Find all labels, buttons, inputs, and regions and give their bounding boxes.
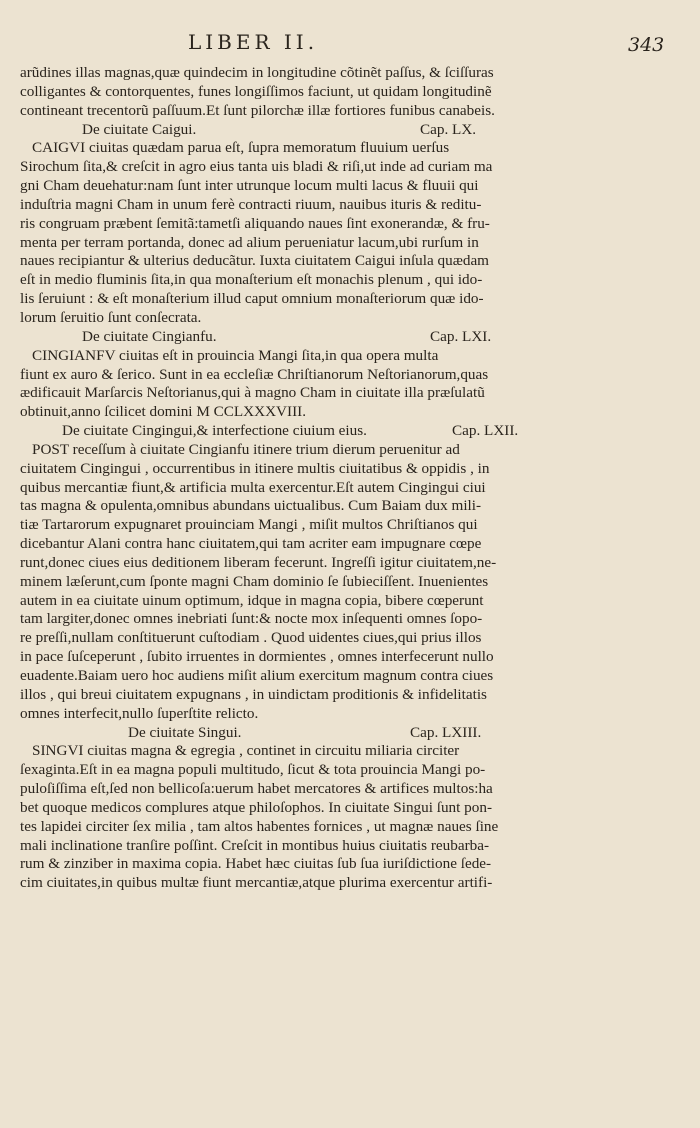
chapter-heading [20, 422, 666, 441]
text-line: obtinuit,anno ſcilicet domini M CCLXXXVIII. [20, 403, 306, 421]
text-line: tiæ Tartarorum expugnaret prouinciam Mangi , miſit multos Chriſtianos qui [20, 516, 478, 534]
text-line: lis ſeruiunt : & eſt monaſterium illud caput omnium monaſteriorum quæ ido- [20, 290, 484, 308]
text-line: POST receſſum à ciuitate Cingianfu itinere trium dierum peruenitur ad [32, 440, 460, 458]
text-line: rum & zinziber in maxima copia. Habet hæc ciuitas ſub ſua iuriſdictione ſede- [20, 855, 492, 873]
text-line: tas magna & opulenta,omnibus abundans uictualibus. Cum Baiam dux mili- [20, 497, 482, 515]
text-line: cim ciuitates,in quibus multæ fiunt mercantiæ,atque plurima exercentur artifi- [20, 874, 493, 892]
text-line: eſt in medio fluminis ſita,in qua monaſterium eſt monachis plenum , qui ido- [20, 271, 483, 289]
text-line: colligantes & contorquentes, funes longiſſimos faciunt, ut quidam longitudinẽ [20, 82, 492, 100]
text-line: minem læſerunt,cum ſponte magni Cham dominio ſe ſubieciſſent. Inuenientes [20, 572, 489, 590]
running-head: LIBER II. [188, 30, 319, 54]
text-line: tam largiter,donec omnes inebriati ſunt:& nocte mox inſequenti omnes ſopo- [20, 610, 483, 628]
chapter-title: De ciuitate Cingingui,& interfectione ciuium eius. [62, 422, 367, 440]
text-line: euadente.Baiam uero hoc audiens miſit alium exercitum magnum contra ciues [20, 667, 494, 684]
text-line: re preſſi,nullam conſtituerunt cuſtodiam . Quod uidentes ciues,qui prius illos [20, 629, 482, 647]
text-line: bet quoque medicos complures atque philoſophos. In ciuitate Singui ſunt pon- [20, 798, 492, 816]
chapter-title: De ciuitate Caigui. [82, 120, 197, 138]
chapter-number: Cap. LXII. [452, 422, 519, 440]
text-line: arũdines illas magnas,quæ quindecim in longitudine cõtinẽt paſſus, & ſciſſuras [20, 64, 494, 81]
text-line: tes lapidei circiter ſex milia , tam altos habentes fornices , ut magnæ naues ſine [20, 817, 499, 835]
chapter-number: Cap. LXI. [430, 327, 492, 345]
text-line: fiunt ex auro & ſerico. Sunt in ea eccleſiæ Chriſtianorum Neſtorianorum,quas [20, 365, 489, 383]
text-line: ciuitatem Cingingui , occurrentibus in itinere multis ciuitatibus & oppidis , in [20, 459, 490, 477]
chapter-title: De ciuitate Singui. [128, 723, 242, 741]
text-line: omnes interfecit,nullo ſuperſtite relicto. [20, 704, 259, 722]
chapter-number: Cap. LXIII. [410, 723, 482, 741]
text-line: mali inclinatione tranſire poſſint. Creſcit in montibus huius ciuitatis reubarba- [20, 836, 490, 854]
text-line: ſexaginta.Eſt in ea magna populi multitudo, ſicut & tota prouincia Mangi po- [20, 761, 486, 779]
text-line: illos , qui breui ciuitatem expugnans , in uindictam proditionis & infidelitatis [20, 685, 487, 703]
text-line: SINGVI ciuitas magna & egregia , continet in circuitu miliaria circiter [32, 742, 460, 760]
text-line: CAIGVI ciuitas quædam parua eſt, ſupra memoratum fluuium uerſus [32, 139, 450, 157]
text-line: ris congruam præbent ſemitã:tametſi aliquando naues ſint exonerandæ, & fru- [20, 214, 490, 232]
text-line: CINGIANFV ciuitas eſt in prouincia Mangi ſita,in qua opera multa [32, 346, 439, 364]
text-line: in pace ſuſceperunt , ſubito irruentes in dormientes , omnes interfecerunt nullo [20, 648, 494, 666]
chapter-heading [20, 328, 666, 347]
text-line: autem in ea ciuitate uinum optimum, idque in magna copia, bibere cœperunt [20, 591, 484, 609]
text-line: induſtria magni Cham in unum ferè contracti riuum, nauibus ituris & reditu- [20, 195, 482, 213]
text-line: dicebantur Alani contra hanc ciuitatem,qui tam acriter eam impugnare cœpe [20, 535, 482, 553]
chapter-heading [20, 724, 666, 743]
chapter-heading [20, 121, 666, 140]
text-line: menta per terram portanda, donec ad alium perueniatur lacum,ubi rurſum in [20, 233, 479, 251]
text-line: runt,donec ciues eius deditionem liberam fecerunt. Ingreſſi igitur ciuitatem,ne- [20, 553, 497, 571]
text-line: lorum ſeruitio ſunt conſecrata. [20, 308, 202, 326]
text-line: gni Cham deuehatur:nam ſunt inter utrunque locum multi lacus & fluuii qui [20, 177, 479, 195]
text-line: naues recipiantur & ulterius deducãtur. Iuxta ciuitatem Caigui inſula quædam [20, 252, 489, 270]
text-line: contineant trecentorũ paſſuum.Et ſunt pilorchæ illæ fortiores funibus canabeis. [20, 101, 495, 119]
chapter-number: Cap. LX. [420, 120, 477, 138]
body-text [20, 64, 666, 893]
page-number: 343 [628, 34, 665, 56]
text-line: Sirochum ſita,& creſcit in agro eius tanta uis bladi & riſi,ut inde ad curiam ma [20, 158, 493, 176]
text-line: puloſiſſima eſt,ſed non bellicoſa:uerum habet mercatores & artifices multos:ha [20, 780, 493, 798]
text-line: ædificauit Marſarcis Neſtorianus,qui à magno Cham in ciuitate illa præſulatũ [20, 384, 485, 402]
text-line: quibus mercantiæ fiunt,& artificia multa exercentur.Eſt autem Cingingui ciui [20, 478, 486, 496]
chapter-title: De ciuitate Cingianfu. [82, 327, 217, 345]
